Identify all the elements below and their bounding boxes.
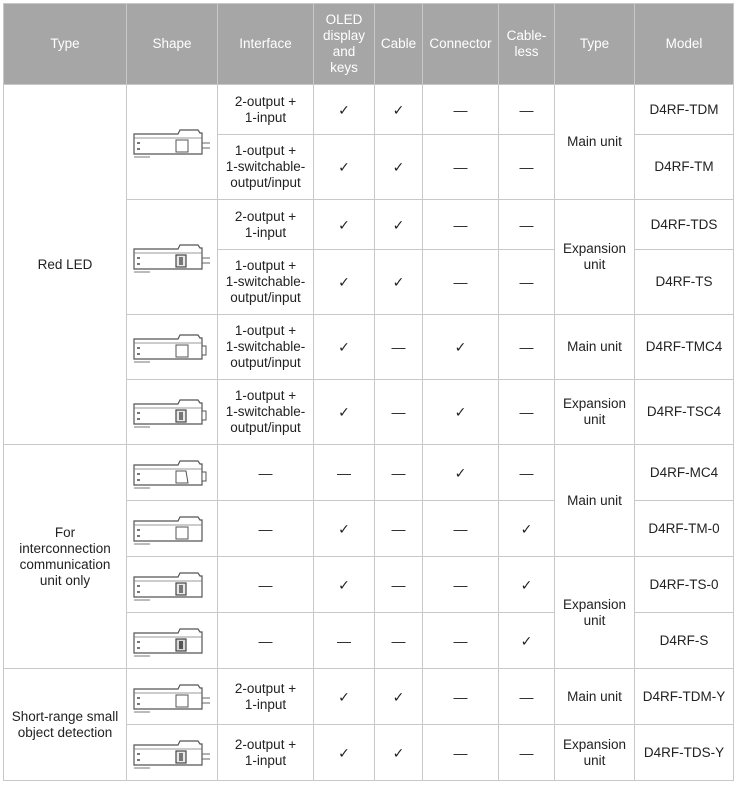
cableless-cell: ✓ [499,501,555,557]
cable-cell: — [375,380,423,445]
interface-cell: 1-output + 1-switchable- output/input [218,250,314,315]
shape-cell [127,669,218,725]
unit-type-cell: Main unit [555,669,635,725]
oled-cell: ✓ [314,85,375,135]
cable-cell: — [375,445,423,501]
shape-cell [127,725,218,781]
unit-type-cell: Main unit [555,315,635,380]
model-cell: D4RF-TDM [635,85,734,135]
cableless-cell: — [499,85,555,135]
connector-cell: — [423,613,499,669]
cableless-cell: — [499,725,555,781]
cableless-cell: ✓ [499,613,555,669]
shape-cell [127,200,218,315]
header-oled: OLED display and keys [314,4,375,85]
group-interconnection: For interconnection communication unit only [4,445,127,669]
model-cell: D4RF-TM [635,135,734,200]
unit-type-cell: Expansion unit [555,200,635,315]
cableless-cell: ✓ [499,557,555,613]
oled-cell: ✓ [314,135,375,200]
cable-cell: ✓ [375,250,423,315]
interface-cell: 2-output + 1-input [218,725,314,781]
cableless-cell: — [499,669,555,725]
table-row [4,445,734,501]
cable-cell: ✓ [375,669,423,725]
header-unit-type: Type [555,4,635,85]
connector-cell: ✓ [423,445,499,501]
oled-cell: ✓ [314,501,375,557]
header-connector: Connector [423,4,499,85]
model-cell: D4RF-TDM-Y [635,669,734,725]
main-unit-connector-icon [130,329,214,365]
cableless-cell: — [499,380,555,445]
cable-cell: — [375,501,423,557]
oled-cell: ✓ [314,315,375,380]
model-cell: D4RF-TS [635,250,734,315]
main-unit-cableless-icon [130,511,214,547]
model-cell: D4RF-MC4 [635,445,734,501]
product-spec-table [3,3,734,781]
cable-cell: — [375,315,423,380]
unit-type-cell: Expansion unit [555,557,635,669]
shape-cell [127,85,218,200]
oled-cell: ✓ [314,557,375,613]
table-row [4,669,734,725]
oled-cell: — [314,613,375,669]
unit-type-cell: Main unit [555,85,635,200]
interface-cell: — [218,445,314,501]
interface-cell: 2-output + 1-input [218,85,314,135]
interface-cell: 1-output + 1-switchable- output/input [218,135,314,200]
shape-cell [127,315,218,380]
connector-cell: — [423,135,499,200]
header-type: Type [4,4,127,85]
oled-cell: ✓ [314,725,375,781]
connector-cell: ✓ [423,380,499,445]
main-unit-cable-icon [130,124,214,160]
model-cell: D4RF-TM-0 [635,501,734,557]
interface-cell: 1-output + 1-switchable- output/input [218,380,314,445]
model-cell: D4RF-TDS-Y [635,725,734,781]
header-cable: Cable [375,4,423,85]
connector-cell: ✓ [423,315,499,380]
cableless-cell: — [499,135,555,200]
cable-cell: ✓ [375,200,423,250]
group-short-range: Short-range small object detection [4,669,127,781]
model-cell: D4RF-TDS [635,200,734,250]
header-row [4,4,734,85]
interface-cell: 1-output + 1-switchable- output/input [218,315,314,380]
group-red-led: Red LED [4,85,127,445]
shape-cell [127,380,218,445]
interface-cell: 2-output + 1-input [218,200,314,250]
expansion-unit-cableless-icon [130,567,214,603]
table-row [4,85,734,135]
header-cableless: Cable- less [499,4,555,85]
oled-cell: ✓ [314,250,375,315]
connector-cell: — [423,557,499,613]
connector-cell: — [423,669,499,725]
header-model: Model [635,4,734,85]
model-cell: D4RF-TMC4 [635,315,734,380]
cableless-cell: — [499,445,555,501]
cable-cell: — [375,557,423,613]
connector-cell: — [423,501,499,557]
main-unit-connector-no-display-icon [130,455,214,491]
shape-cell [127,445,218,501]
cableless-cell: — [499,315,555,380]
connector-cell: — [423,85,499,135]
cable-cell: — [375,613,423,669]
shape-cell [127,613,218,669]
model-cell: D4RF-TSC4 [635,380,734,445]
header-interface: Interface [218,4,314,85]
unit-type-cell: Expansion unit [555,380,635,445]
expansion-unit-connector-icon [130,394,214,430]
interface-cell: — [218,501,314,557]
expansion-unit-cable-icon [130,239,214,275]
shape-cell [127,501,218,557]
connector-cell: — [423,725,499,781]
oled-cell: — [314,445,375,501]
header-shape: Shape [127,4,218,85]
shape-cell [127,557,218,613]
main-unit-cable-short-range-icon [130,679,214,715]
oled-cell: ✓ [314,669,375,725]
cableless-cell: — [499,200,555,250]
cableless-cell: — [499,250,555,315]
cable-cell: ✓ [375,85,423,135]
cable-cell: ✓ [375,725,423,781]
interface-cell: 2-output + 1-input [218,669,314,725]
model-cell: D4RF-TS-0 [635,557,734,613]
unit-type-cell: Main unit [555,445,635,557]
unit-type-cell: Expansion unit [555,725,635,781]
expansion-unit-cable-short-range-icon [130,735,214,771]
interface-cell: — [218,557,314,613]
interface-cell: — [218,613,314,669]
oled-cell: ✓ [314,380,375,445]
connector-cell: — [423,250,499,315]
model-cell: D4RF-S [635,613,734,669]
connector-cell: — [423,200,499,250]
cable-cell: ✓ [375,135,423,200]
oled-cell: ✓ [314,200,375,250]
expansion-unit-cableless-no-display-icon [130,623,214,659]
